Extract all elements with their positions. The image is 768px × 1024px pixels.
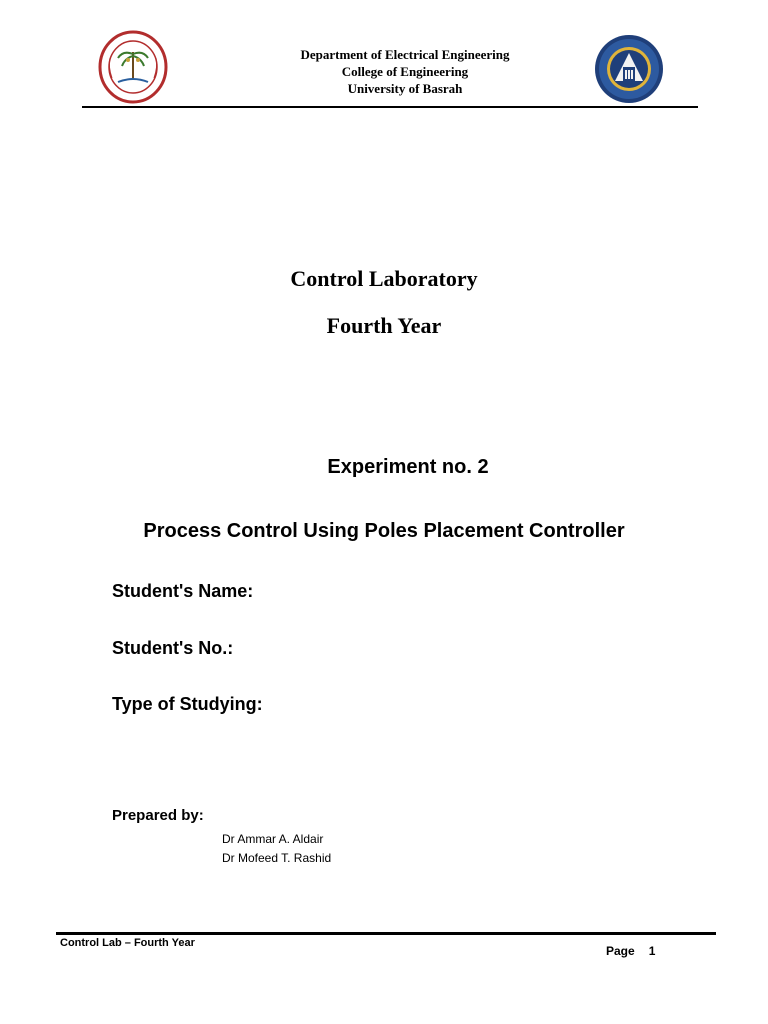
college-logo-icon: [98, 30, 168, 104]
department-name: Department of Electrical Engineering: [300, 47, 510, 62]
experiment-number: Experiment no. 2: [327, 456, 489, 478]
page-indicator: [606, 944, 655, 958]
author-1: Dr Ammar A. Aldair: [222, 832, 324, 846]
prepared-by-label: Prepared by:: [112, 807, 204, 824]
page-number: 1: [648, 944, 656, 958]
course-title: Control Laboratory: [290, 266, 478, 291]
author-2: Dr Mofeed T. Rashid: [222, 851, 332, 865]
header-divider: [82, 106, 698, 108]
footer-course: Control Lab – Fourth Year: [60, 937, 195, 949]
college-name: College of Engineering: [341, 64, 469, 79]
page-label: Page: [606, 944, 635, 958]
student-name-label: Student's Name:: [112, 581, 254, 601]
student-number-label: Student's No.:: [112, 638, 234, 658]
university-logo-icon: [593, 33, 665, 105]
type-of-studying-label: Type of Studying:: [112, 694, 263, 714]
university-name: University of Basrah: [347, 81, 463, 96]
experiment-title: Process Control Using Poles Placement Controller: [143, 520, 625, 542]
year-title: Fourth Year: [326, 313, 442, 338]
footer-divider: [56, 932, 716, 935]
header-institution: [230, 46, 580, 97]
